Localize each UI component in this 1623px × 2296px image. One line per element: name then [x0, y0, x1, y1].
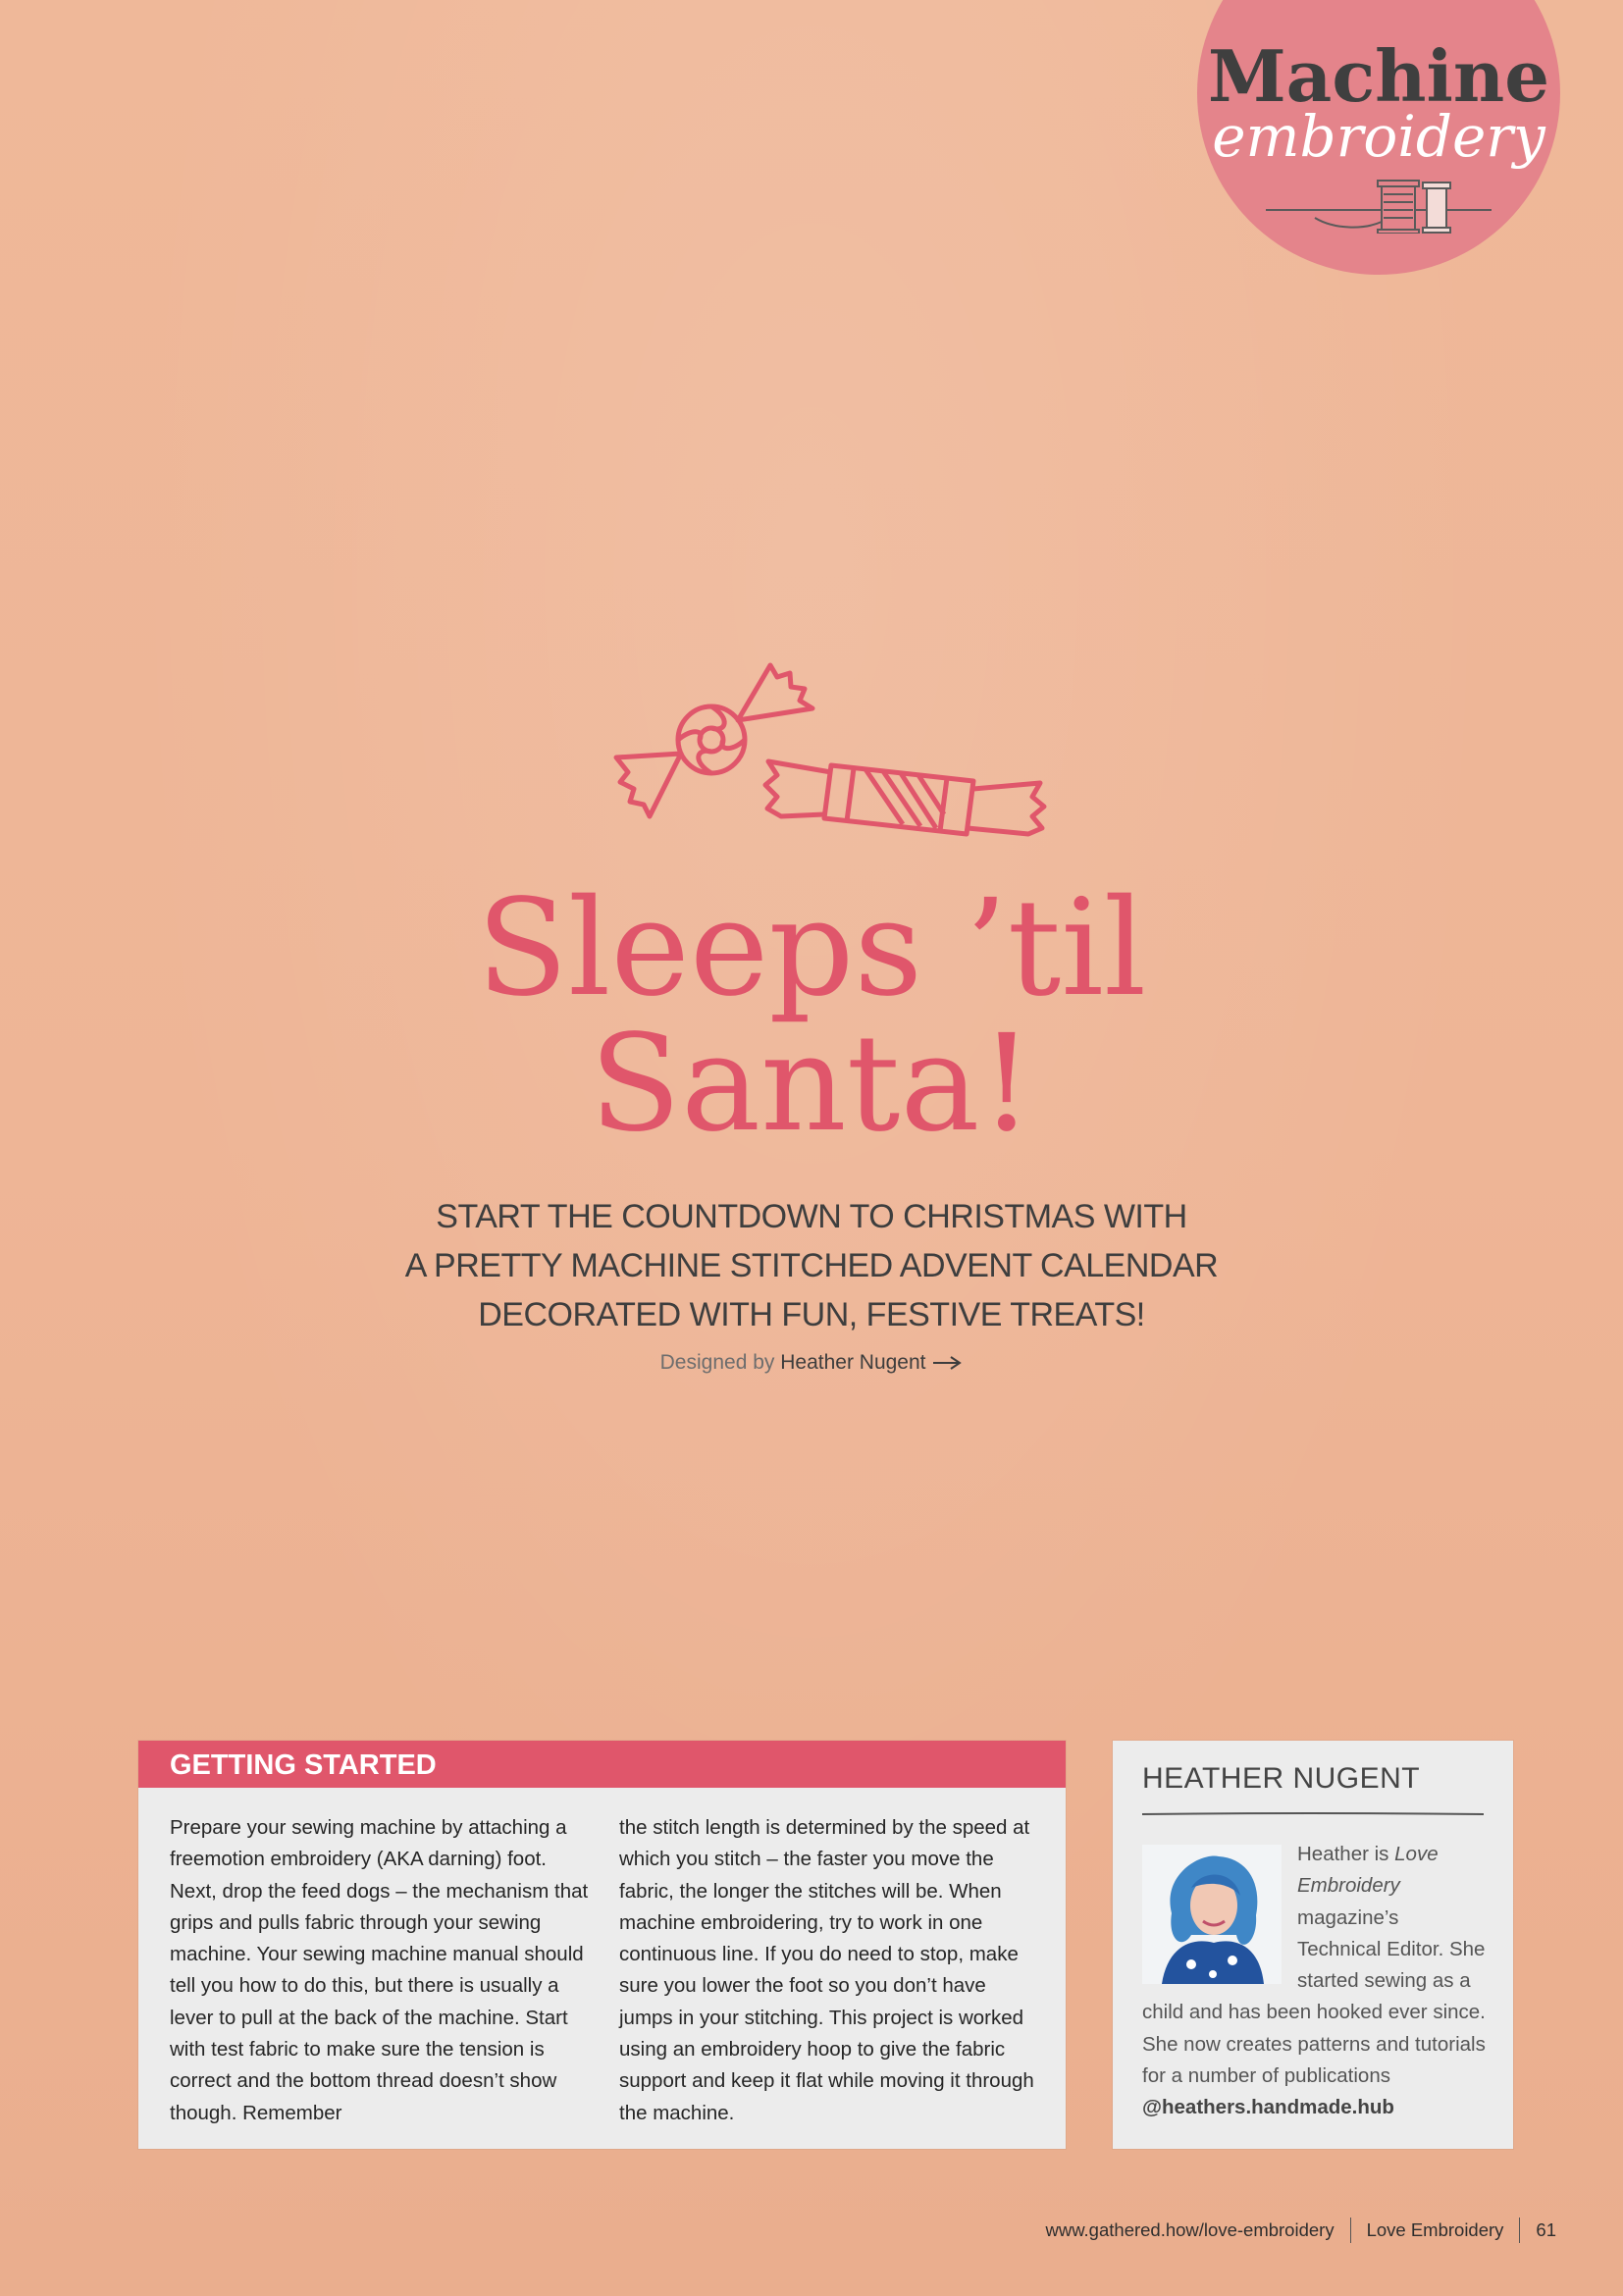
- footer-url: www.gathered.how/love-embroidery: [1045, 2219, 1335, 2240]
- section-badge: [1197, 0, 1560, 275]
- title-line-1: Sleeps ’til: [476, 871, 1147, 1026]
- getting-started-title: GETTING STARTED: [170, 1749, 437, 1781]
- standfirst-line-3: DECORATED WITH FUN, FESTIVE TREATS!: [478, 1296, 1145, 1333]
- bio-social-handle: @heathers.handmade.hub: [1142, 2096, 1394, 2119]
- bio-magazine: Love Embroidery: [1297, 1843, 1439, 1898]
- designed-by-label: Designed by: [659, 1351, 775, 1374]
- bio-text-intro: Heather is: [1297, 1843, 1395, 1865]
- candy-sweets-icon: [608, 659, 1050, 851]
- page-title: [0, 871, 1623, 1162]
- designer-bio-box: [1113, 1741, 1513, 2149]
- designer-name: Heather Nugent: [780, 1351, 926, 1374]
- getting-started-box: [138, 1741, 1066, 2149]
- getting-started-column-2: the stitch length is determined by the speed at which you stitch – the faster you move the fabric, the longer the stitches will be. When machine embroidering, try to work in one continuous line. If you do need to stop, make sure you lower the foot so you don’t have jumps in your stitching. This project is worked using an embroidery hoop to give the fabric support and keep it flat while moving it through the machine.: [619, 1816, 1034, 2124]
- title-line-2: Santa!: [589, 1007, 1034, 1162]
- bio-text: [1142, 1839, 1486, 2124]
- bio-divider: [1142, 1811, 1484, 1817]
- badge-subtitle: embroidery: [1212, 103, 1545, 170]
- thread-spool-icon: [1256, 175, 1501, 234]
- badge-title: Machine: [1207, 34, 1550, 118]
- page-number: 61: [1536, 2219, 1556, 2240]
- bio-text-body: magazine’s Technical Editor. She started sewing as a child and has been hooked ever since. She now creates patterns and tutorials for a number of publications: [1142, 1905, 1486, 2088]
- footer-separator: [1350, 2218, 1351, 2243]
- page-footer: [1045, 2218, 1556, 2243]
- getting-started-column-1: Prepare your sewing machine by attaching a freemotion embroidery (AKA darning) foot. Next, drop the feed dogs – the mechanism that grips and pulls fabric through your sewing machine. Your sewing machine manual should tell you how to do this, but there is usually a lever to pull at the back of the machine. Start with test fabric to make sure the tension is correct and the bottom thread doesn’t show though. Remember: [170, 1816, 589, 2124]
- footer-magazine: Love Embroidery: [1366, 2219, 1504, 2240]
- footer-separator: [1519, 2218, 1520, 2243]
- designer-byline: [0, 1351, 1623, 1375]
- standfirst-line-2: A PRETTY MACHINE STITCHED ADVENT CALENDAR: [404, 1247, 1219, 1284]
- standfirst-line-1: START THE COUNTDOWN TO CHRISTMAS WITH: [436, 1198, 1187, 1235]
- bio-title: HEATHER NUGENT: [1142, 1762, 1421, 1795]
- standfirst: [0, 1192, 1623, 1339]
- arrow-right-icon: [931, 1355, 963, 1371]
- getting-started-header: [138, 1741, 1066, 1788]
